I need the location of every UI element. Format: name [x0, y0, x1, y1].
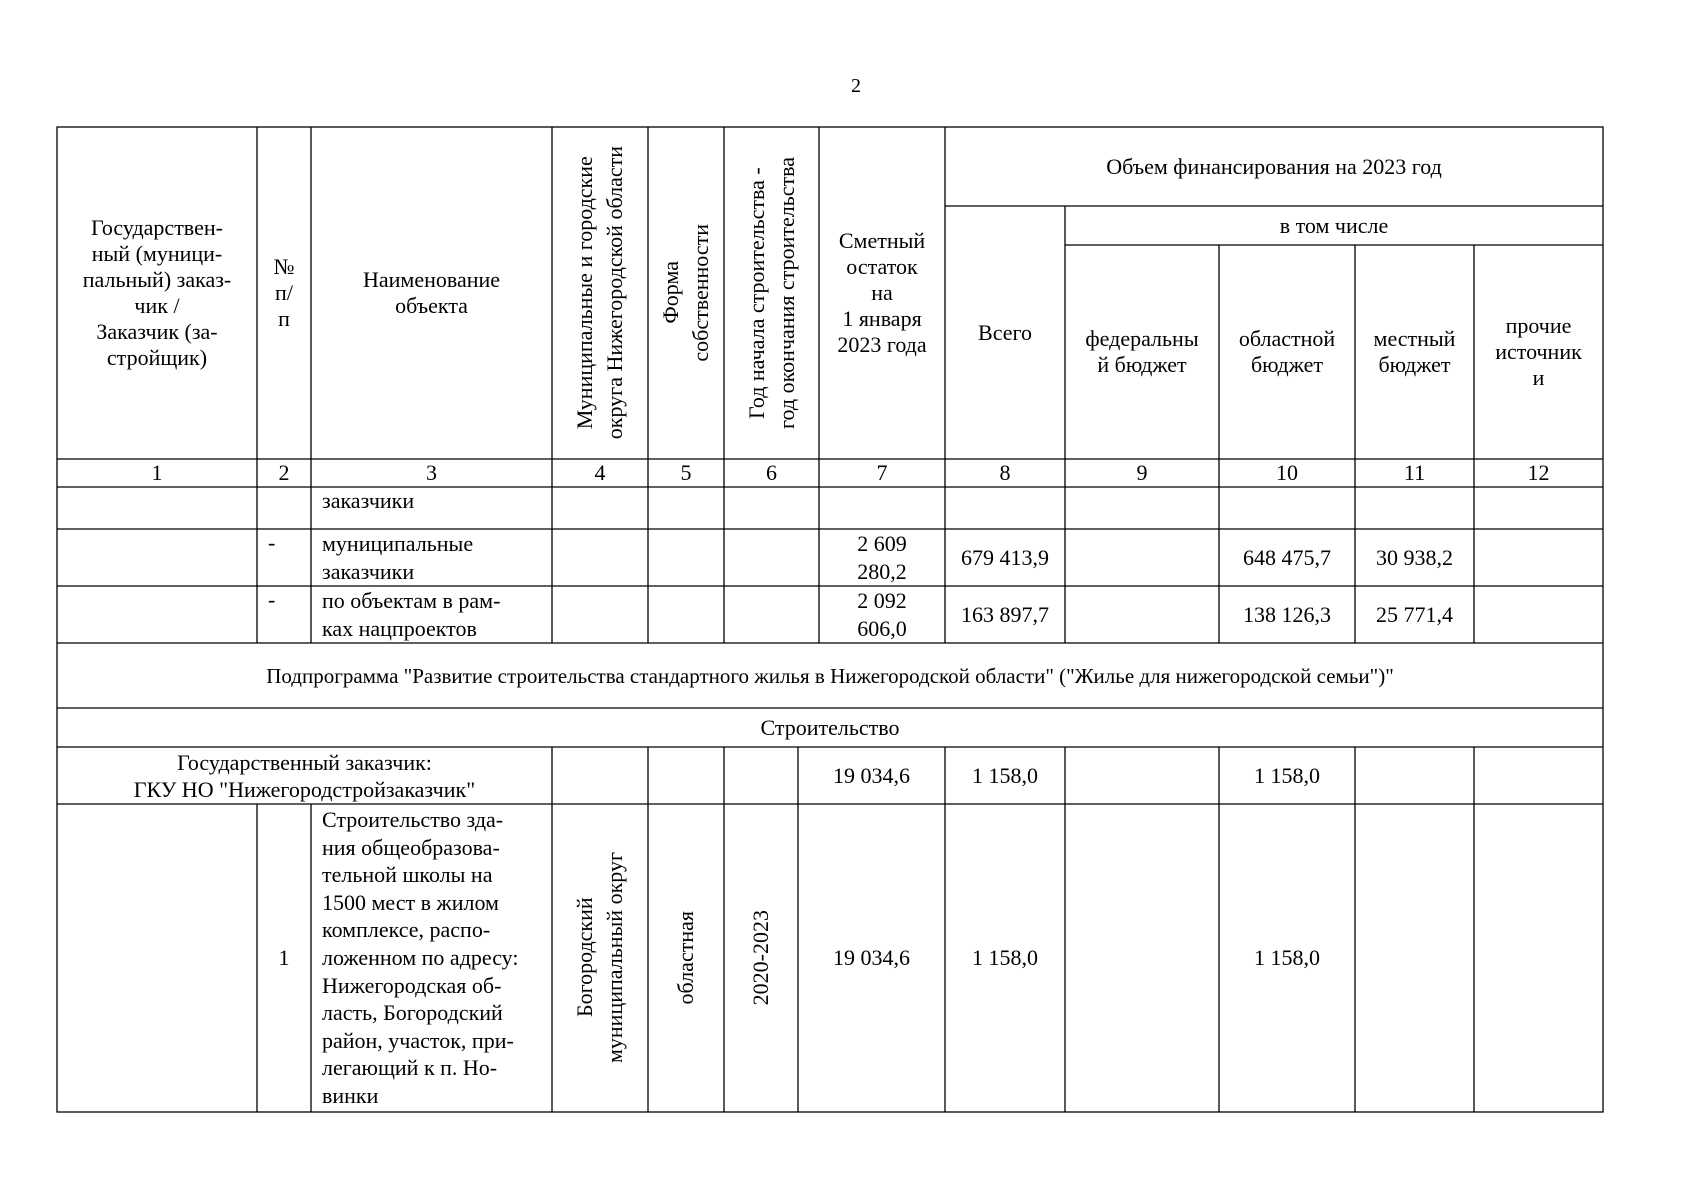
row-municipal-local: 30 938,2	[1376, 544, 1453, 570]
header-funding: Объем финансирования на 2023 год	[1106, 153, 1442, 179]
header-item-number: № п/ п	[273, 254, 295, 331]
state-customer-label: Государственный заказчик: ГКУ НО "Нижегородстройзаказчик"	[133, 749, 476, 802]
column-number: 10	[1276, 460, 1298, 485]
column-number: 7	[876, 460, 888, 485]
column-number: 5	[680, 460, 692, 485]
header-local: местный бюджет	[1373, 326, 1456, 377]
object-number: 1	[278, 945, 290, 970]
header-regional: областной бюджет	[1238, 326, 1336, 377]
row-natproject-dash: -	[268, 587, 276, 612]
row-municipal-name: муниципальные заказчики	[322, 530, 474, 584]
object-years	[724, 804, 798, 1112]
row-natproject-estimate: 2 092 606,0	[857, 587, 907, 641]
row-natproject-total: 163 897,7	[961, 601, 1049, 627]
column-number: 8	[999, 460, 1011, 485]
object-estimate: 19 034,6	[833, 945, 910, 970]
object-total: 1 158,0	[972, 945, 1038, 970]
column-number: 4	[594, 460, 606, 485]
object-municipality-text: Богородский муниципальный округ	[572, 852, 627, 1064]
header-total: Всего	[978, 319, 1032, 345]
header-object-name: Наименование объекта	[362, 267, 501, 318]
subprogram-title: Подпрограмма "Развитие строительства стандартного жилья в Нижегородской области" ("Жилье для нижегородской семьи")"	[266, 663, 1394, 688]
state-customer-total: 1 158,0	[972, 762, 1038, 788]
section-title: Строительство	[760, 714, 900, 740]
state-customer-estimate: 19 034,6	[833, 762, 910, 788]
object-ownership	[648, 804, 724, 1112]
header-years	[724, 127, 819, 459]
header-years-text: Год начала строительства - год окончания строительства	[743, 157, 799, 429]
header-municipality	[552, 127, 648, 459]
header-customer: Государствен- ный (муници- пальный) заказ- чик / Заказчик (за- стройщик)	[82, 215, 232, 370]
object-name: Строительство зда- ния общеобразова- тельной школы на 1500 мест в жилом комплексе, распо- ложенном по адресу: Нижегородская об- ласть, Богородский район, участок, при- легающий к п. Но- винки	[322, 807, 519, 1108]
row-municipal-dash: -	[268, 530, 276, 555]
row-municipal-total: 679 413,9	[961, 544, 1049, 570]
object-municipality	[552, 804, 648, 1112]
row-customers-continued: заказчики	[322, 488, 415, 513]
row-natproject-regional: 138 126,3	[1243, 601, 1331, 627]
column-number: 9	[1136, 460, 1148, 485]
column-number: 12	[1527, 460, 1550, 485]
object-years-text: 2020-2023	[748, 910, 773, 1006]
state-customer-regional: 1 158,0	[1254, 762, 1320, 788]
row-natproject-local: 25 771,4	[1376, 601, 1453, 627]
row-natproject-name: по объектам в рам- ках нацпроектов	[322, 587, 501, 641]
header-ownership-text: Форма собственности	[658, 224, 713, 362]
column-number: 6	[766, 460, 777, 485]
column-number: 11	[1403, 460, 1426, 485]
row-municipal-regional: 648 475,7	[1243, 544, 1331, 570]
page-number: 2	[851, 75, 861, 97]
column-number: 3	[426, 460, 437, 485]
header-estimate: Сметный остаток на 1 января 2023 года	[837, 228, 927, 357]
column-number: 1	[151, 460, 163, 485]
object-ownership-text: областная	[673, 911, 698, 1005]
header-including: в том числе	[1279, 212, 1389, 238]
header-federal: федеральны й бюджет	[1085, 326, 1199, 377]
header-municipality-text: Муниципальные и городские округа Нижегородской области	[572, 146, 627, 440]
row-municipal-estimate: 2 609 280,2	[857, 530, 907, 584]
header-ownership	[648, 127, 724, 459]
object-regional: 1 158,0	[1254, 945, 1320, 970]
column-number: 2	[278, 460, 290, 485]
header-other: прочие источник и	[1495, 313, 1582, 390]
